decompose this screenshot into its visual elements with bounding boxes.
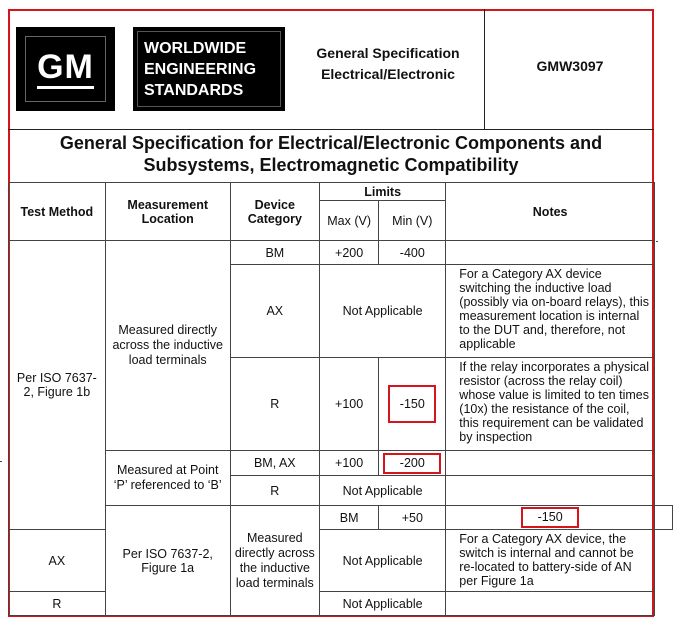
group2-test-method: Per ISO 7637-2, Figure 1a xyxy=(105,506,230,616)
g1-r-category: R xyxy=(230,358,319,451)
margin-tick xyxy=(0,461,2,462)
group2-location: Measured directly across the inductive load terminals xyxy=(230,506,319,616)
spec-title: General Specification Electrical/Electronic xyxy=(316,45,460,82)
g2-bm-max: +50 xyxy=(379,506,446,530)
standards-line-3: STANDARDS xyxy=(144,82,244,99)
standards-line-2: ENGINEERING xyxy=(144,61,257,78)
g1-bm-min: -400 xyxy=(379,241,446,265)
g1-bmax-min-highlight: -200 xyxy=(383,453,441,474)
g1-ax-category: AX xyxy=(230,265,319,358)
g2-bm-min-highlight: -150 xyxy=(521,507,579,528)
header-device-category: Device Category xyxy=(230,183,319,241)
g1-r-min-highlight: -150 xyxy=(388,385,436,423)
g1-bm-max: +200 xyxy=(319,241,378,265)
g2-ax-category: AX xyxy=(9,530,106,592)
g1-bm-category: BM xyxy=(230,241,319,265)
g1-bmax-max: +100 xyxy=(319,451,378,476)
group1-test-method: Per ISO 7637-2, Figure 1b xyxy=(9,241,106,530)
g2-r-limits: Not Applicable xyxy=(319,592,445,616)
header-limits: Limits xyxy=(319,183,445,201)
g2-r-category: R xyxy=(9,592,106,616)
header-notes: Notes xyxy=(446,183,655,241)
group1-location-a: Measured directly across the inductive load terminals xyxy=(105,241,230,451)
g2-bm-min-cell xyxy=(446,506,655,530)
header-min: Min (V) xyxy=(379,201,446,241)
g1-ax-notes: For a Category AX device switching the inductive load (possibly via on-board relays), this measurement location is internal to the DUT and, therefore, not applicable xyxy=(446,265,655,358)
worldwide-standards-logo xyxy=(133,27,285,111)
g1-r-max: +100 xyxy=(319,358,378,451)
g1-bmax-min-cell xyxy=(379,451,446,476)
header-test-method: Test Method xyxy=(9,183,106,241)
document-number: GMW3097 xyxy=(536,58,604,74)
g1-r-notes: If the relay incorporates a physical resistor (across the relay coil) whose value is limited to ten times (10x) the resistance of the coil, this requirement can be validated by inspection xyxy=(446,358,655,451)
page-title: General Specification for Electrical/Electronic Components and Subsystems, Electromagnetic Compatibility xyxy=(59,133,603,175)
limits-table xyxy=(8,182,673,616)
g2-r-notes xyxy=(446,592,655,616)
g2-ax-notes: For a Category AX device, the switch is internal and cannot be re-located to battery-side of AN per Figure 1a xyxy=(446,530,655,592)
g1-r2-category: R xyxy=(230,476,319,506)
g1-r2-notes xyxy=(446,476,655,506)
group1-location-b: Measured at Point ‘P’ referenced to ‘B’ xyxy=(105,451,230,506)
gm-logo xyxy=(16,27,115,111)
g1-bmax-category: BM, AX xyxy=(230,451,319,476)
g1-r2-limits: Not Applicable xyxy=(319,476,445,506)
g2-bm-category: BM xyxy=(319,506,378,530)
header-measurement-location: Measurement Location xyxy=(105,183,230,241)
g1-bmax-notes xyxy=(446,451,655,476)
gm-logo-text: GM xyxy=(37,50,94,89)
g1-ax-limits: Not Applicable xyxy=(319,265,445,358)
g1-bm-notes xyxy=(446,241,655,265)
g2-ax-limits: Not Applicable xyxy=(319,530,445,592)
header-max: Max (V) xyxy=(319,201,378,241)
margin-tick xyxy=(656,241,658,242)
standards-line-1: WORLDWIDE xyxy=(144,40,247,57)
g1-r-min-cell xyxy=(379,358,446,451)
g2-bm-notes xyxy=(655,506,673,530)
